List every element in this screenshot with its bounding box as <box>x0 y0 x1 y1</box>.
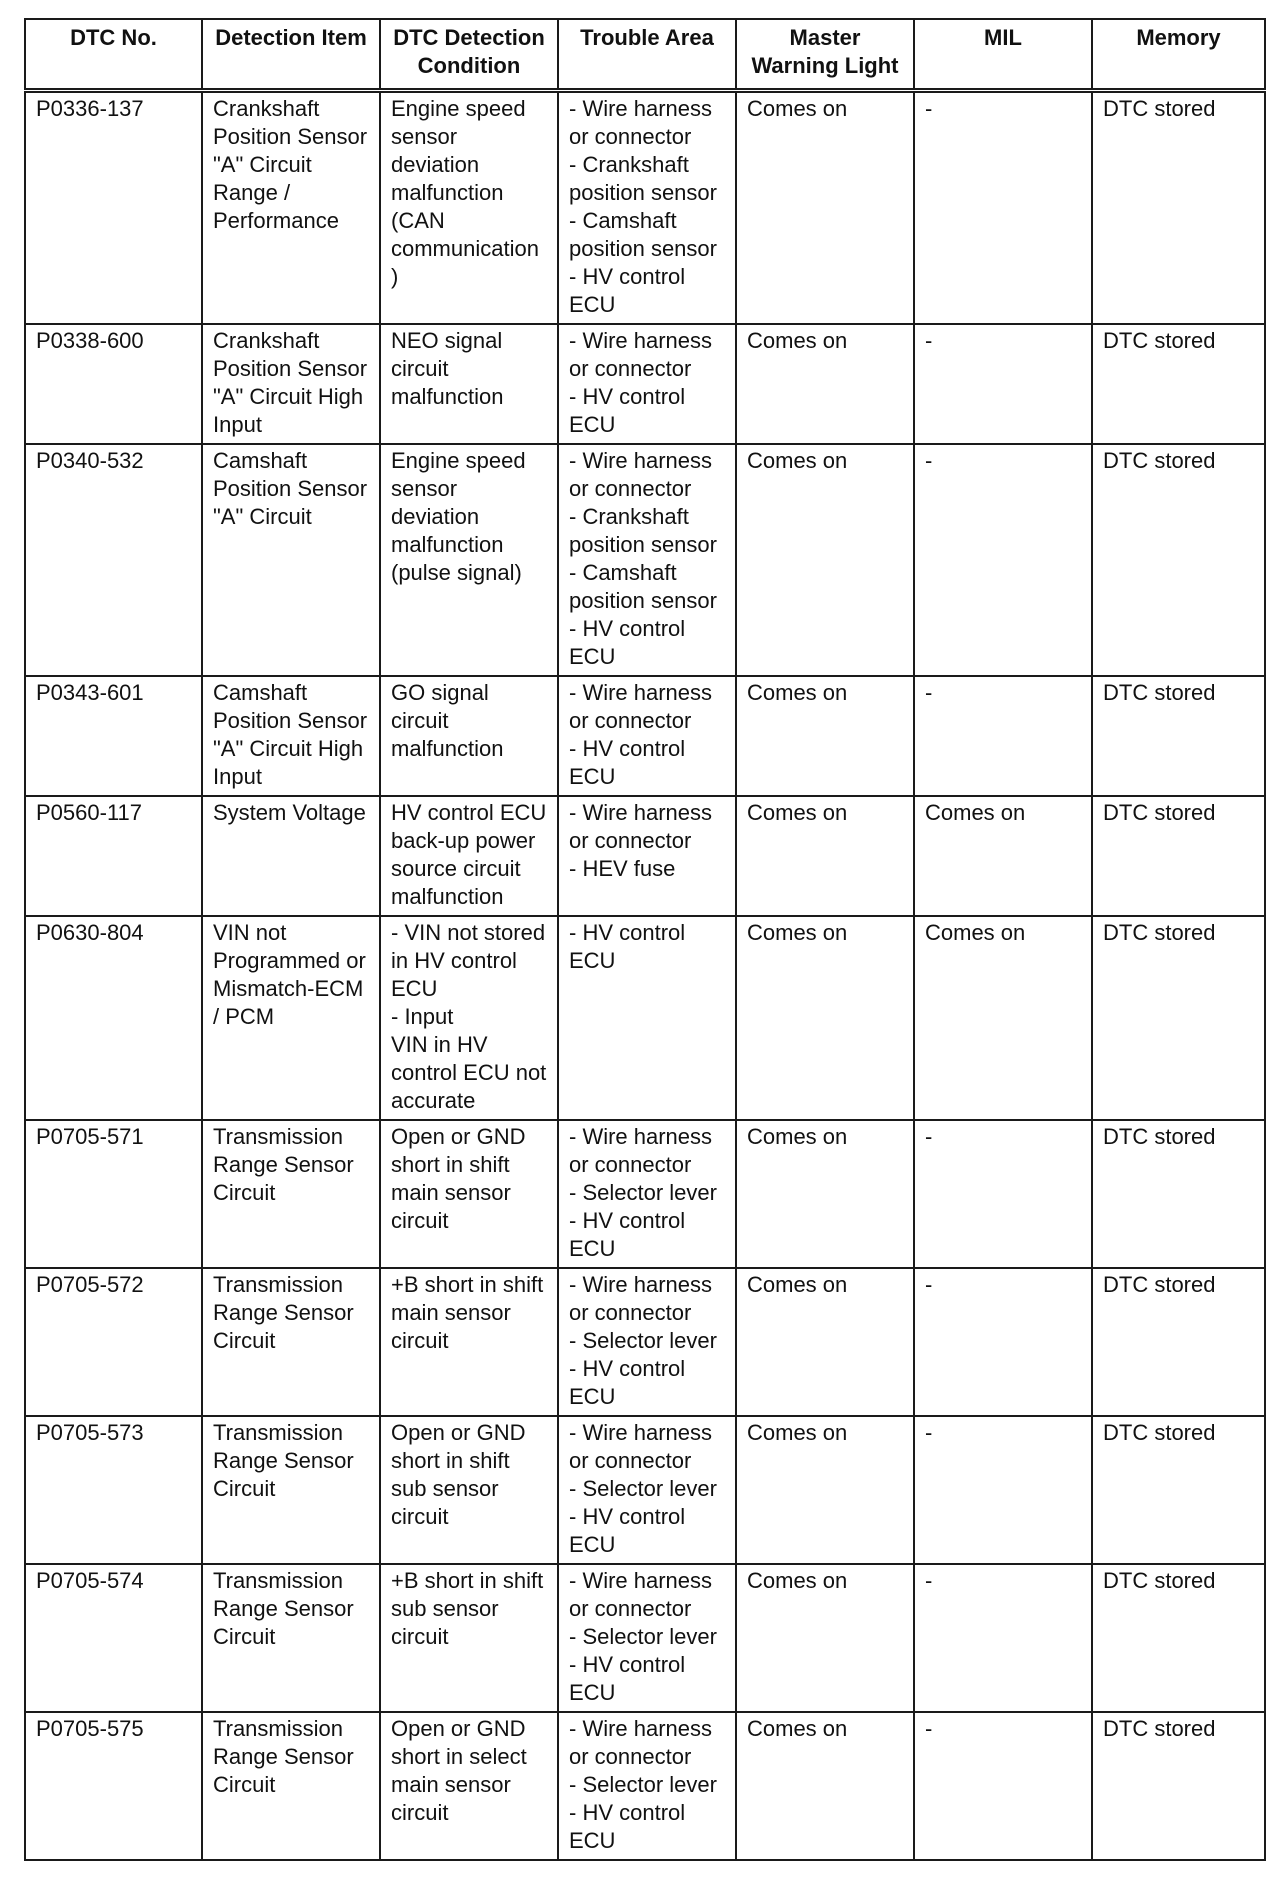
cell-text-line: Input <box>213 764 262 789</box>
cell-text-line: ECU <box>569 948 616 973</box>
cell-detection-condition <box>380 676 558 796</box>
cell-text-line: NEO signal <box>391 328 503 353</box>
header-master-warning-light <box>736 19 914 91</box>
cell-master-warning-light: Comes on <box>736 1712 914 1860</box>
cell-master-warning-light: Comes on <box>736 796 914 916</box>
cell-text-line: or connector <box>569 1448 692 1473</box>
cell-text-line: Open or GND <box>391 1716 526 1741</box>
table-body <box>25 91 1265 1861</box>
cell-text-line: position sensor <box>569 180 717 205</box>
cell-text-line: - HEV fuse <box>569 856 676 881</box>
cell-memory: DTC stored <box>1092 1712 1265 1860</box>
cell-text-line: Engine speed <box>391 448 526 473</box>
cell-dtc-no: P0705-575 <box>25 1712 202 1860</box>
cell-text-line: Circuit <box>213 1180 276 1205</box>
cell-mil: - <box>914 1712 1092 1860</box>
table-row <box>25 1120 1265 1268</box>
cell-dtc-no: P0338-600 <box>25 324 202 444</box>
cell-detection-condition <box>380 444 558 676</box>
cell-text-line: position sensor <box>569 588 717 613</box>
cell-text-line: main sensor <box>391 1180 511 1205</box>
header-text-line: Master <box>789 25 861 50</box>
header-memory <box>1092 19 1265 91</box>
cell-text-line: circuit <box>391 1328 449 1353</box>
cell-text-line: or connector <box>569 1152 692 1177</box>
cell-text-line: circuit <box>391 1624 449 1649</box>
cell-text-line: - HV control <box>569 264 686 289</box>
header-text-line: MIL <box>984 25 1022 50</box>
cell-detection-condition <box>380 1268 558 1416</box>
cell-mil: - <box>914 1564 1092 1712</box>
cell-dtc-no: P0560-117 <box>25 796 202 916</box>
cell-text-line: ECU <box>391 976 438 1001</box>
cell-dtc-no: P0340-532 <box>25 444 202 676</box>
cell-text-line: circuit <box>391 1800 449 1825</box>
cell-memory: DTC stored <box>1092 676 1265 796</box>
cell-text-line: sub sensor <box>391 1476 499 1501</box>
cell-text-line: - Wire harness <box>569 1420 713 1445</box>
cell-text-line: Programmed or <box>213 948 366 973</box>
cell-text-line: - HV control <box>569 1800 686 1825</box>
cell-text-line: accurate <box>391 1088 476 1113</box>
cell-text-line: Circuit <box>213 1476 276 1501</box>
cell-text-line: (CAN <box>391 208 445 233</box>
cell-detection-condition <box>380 1712 558 1860</box>
cell-text-line: sub sensor <box>391 1596 499 1621</box>
cell-text-line: Position Sensor <box>213 124 368 149</box>
cell-memory: DTC stored <box>1092 1416 1265 1564</box>
header-text-line: Trouble Area <box>580 25 714 50</box>
cell-text-line: Mismatch-ECM <box>213 976 364 1001</box>
cell-text-line: - Selector lever <box>569 1772 717 1797</box>
cell-trouble-area <box>558 1268 736 1416</box>
cell-text-line: circuit <box>391 1504 449 1529</box>
cell-master-warning-light: Comes on <box>736 324 914 444</box>
cell-mil: - <box>914 91 1092 325</box>
cell-detection-item <box>202 1268 380 1416</box>
cell-text-line: - HV control <box>569 616 686 641</box>
cell-text-line: Range Sensor <box>213 1596 354 1621</box>
cell-text-line: - Crankshaft <box>569 152 689 177</box>
cell-memory: DTC stored <box>1092 444 1265 676</box>
cell-text-line: ECU <box>569 1532 616 1557</box>
cell-text-line: source circuit <box>391 856 521 881</box>
cell-text-line: Circuit <box>213 1772 276 1797</box>
cell-text-line: - Wire harness <box>569 680 713 705</box>
cell-text-line: or connector <box>569 124 692 149</box>
cell-detection-condition <box>380 91 558 325</box>
cell-text-line: Camshaft <box>213 680 308 705</box>
cell-text-line: - HV control <box>569 736 686 761</box>
cell-text-line: Position Sensor <box>213 476 368 501</box>
cell-trouble-area <box>558 444 736 676</box>
cell-detection-condition <box>380 324 558 444</box>
cell-text-line: - HV control <box>569 1652 686 1677</box>
cell-text-line: Input <box>213 412 262 437</box>
header-detection-item <box>202 19 380 91</box>
cell-text-line: main sensor <box>391 1772 511 1797</box>
cell-text-line: malfunction <box>391 884 504 909</box>
cell-text-line: Range Sensor <box>213 1152 354 1177</box>
cell-text-line: "A" Circuit High <box>213 384 364 409</box>
cell-text-line: VIN not <box>213 920 287 945</box>
table-row <box>25 444 1265 676</box>
cell-text-line: ECU <box>569 412 616 437</box>
cell-text-line: Transmission <box>213 1716 343 1741</box>
cell-detection-item <box>202 1416 380 1564</box>
cell-mil: - <box>914 676 1092 796</box>
cell-text-line: - HV control <box>569 1356 686 1381</box>
cell-text-line: - Selector lever <box>569 1476 717 1501</box>
cell-text-line: - Crankshaft <box>569 504 689 529</box>
table-row <box>25 1712 1265 1860</box>
cell-text-line: malfunction <box>391 180 504 205</box>
cell-text-line: - Wire harness <box>569 1272 713 1297</box>
cell-text-line: "A" Circuit <box>213 504 312 529</box>
cell-detection-item <box>202 916 380 1120</box>
cell-text-line: ECU <box>569 1828 616 1853</box>
cell-text-line: ECU <box>569 1236 616 1261</box>
cell-text-line: - VIN not stored <box>391 920 546 945</box>
cell-text-line: "A" Circuit High <box>213 736 364 761</box>
cell-dtc-no: P0705-571 <box>25 1120 202 1268</box>
cell-text-line: circuit <box>391 1208 449 1233</box>
cell-text-line: Transmission <box>213 1568 343 1593</box>
cell-detection-item <box>202 1712 380 1860</box>
cell-detection-condition <box>380 796 558 916</box>
cell-text-line: or connector <box>569 1300 692 1325</box>
header-text-line: Warning Light <box>751 53 899 78</box>
cell-text-line: Position Sensor <box>213 708 368 733</box>
cell-text-line: or connector <box>569 356 692 381</box>
cell-dtc-no: P0705-574 <box>25 1564 202 1712</box>
header-detection-condition <box>380 19 558 91</box>
cell-master-warning-light: Comes on <box>736 1268 914 1416</box>
cell-text-line: short in shift <box>391 1152 510 1177</box>
cell-trouble-area <box>558 676 736 796</box>
cell-text-line: - Wire harness <box>569 1124 713 1149</box>
cell-mil: - <box>914 444 1092 676</box>
cell-trouble-area <box>558 796 736 916</box>
table-row <box>25 1268 1265 1416</box>
cell-text-line: - Camshaft <box>569 208 677 233</box>
cell-text-line: - HV control <box>569 1208 686 1233</box>
cell-mil: - <box>914 1120 1092 1268</box>
cell-text-line: Range Sensor <box>213 1300 354 1325</box>
cell-master-warning-light: Comes on <box>736 444 914 676</box>
cell-detection-item <box>202 324 380 444</box>
cell-text-line: circuit <box>391 708 449 733</box>
cell-dtc-no: P0705-573 <box>25 1416 202 1564</box>
cell-trouble-area <box>558 91 736 325</box>
cell-detection-condition <box>380 1120 558 1268</box>
cell-text-line: - Selector lever <box>569 1624 717 1649</box>
cell-detection-item <box>202 796 380 916</box>
cell-detection-condition <box>380 1564 558 1712</box>
cell-text-line: ECU <box>569 1384 616 1409</box>
table-row <box>25 1416 1265 1564</box>
cell-text-line: ECU <box>569 292 616 317</box>
cell-text-line: GO signal <box>391 680 489 705</box>
cell-text-line: sensor <box>391 476 458 501</box>
cell-text-line: (pulse signal) <box>391 560 522 585</box>
header-mil <box>914 19 1092 91</box>
cell-text-line: in HV control <box>391 948 517 973</box>
cell-dtc-no: P0630-804 <box>25 916 202 1120</box>
cell-master-warning-light: Comes on <box>736 1416 914 1564</box>
header-text-line: Condition <box>417 53 521 78</box>
cell-detection-item <box>202 676 380 796</box>
cell-text-line: - Selector lever <box>569 1328 717 1353</box>
cell-text-line: Transmission <box>213 1272 343 1297</box>
header-text-line: Memory <box>1136 25 1221 50</box>
cell-text-line: position sensor <box>569 236 717 261</box>
cell-text-line: Crankshaft <box>213 328 320 353</box>
cell-detection-item <box>202 1564 380 1712</box>
cell-text-line: deviation <box>391 152 480 177</box>
cell-master-warning-light: Comes on <box>736 91 914 325</box>
cell-trouble-area <box>558 916 736 1120</box>
cell-mil: Comes on <box>914 796 1092 916</box>
cell-text-line: sensor <box>391 124 458 149</box>
cell-text-line: System Voltage <box>213 800 366 825</box>
cell-text-line: +B short in shift <box>391 1568 544 1593</box>
cell-mil: - <box>914 1268 1092 1416</box>
cell-master-warning-light: Comes on <box>736 916 914 1120</box>
table-row <box>25 676 1265 796</box>
cell-text-line: - HV control <box>569 1504 686 1529</box>
cell-text-line: ECU <box>569 764 616 789</box>
cell-text-line: Position Sensor <box>213 356 368 381</box>
cell-text-line: back-up power <box>391 828 536 853</box>
table-row <box>25 1564 1265 1712</box>
cell-master-warning-light: Comes on <box>736 676 914 796</box>
cell-detection-item <box>202 91 380 325</box>
cell-memory: DTC stored <box>1092 796 1265 916</box>
cell-text-line: - Input <box>391 1004 454 1029</box>
cell-text-line: - HV control <box>569 920 686 945</box>
cell-trouble-area <box>558 1120 736 1268</box>
cell-text-line: malfunction <box>391 736 504 761</box>
cell-master-warning-light: Comes on <box>736 1120 914 1268</box>
header-trouble-area <box>558 19 736 91</box>
cell-text-line: or connector <box>569 828 692 853</box>
table-row <box>25 324 1265 444</box>
cell-text-line: / PCM <box>213 1004 275 1029</box>
cell-text-line: - Camshaft <box>569 560 677 585</box>
cell-text-line: control ECU not <box>391 1060 547 1085</box>
cell-text-line: malfunction <box>391 384 504 409</box>
cell-text-line: VIN in HV <box>391 1032 488 1057</box>
cell-memory: DTC stored <box>1092 1564 1265 1712</box>
cell-memory: DTC stored <box>1092 916 1265 1120</box>
cell-text-line: or connector <box>569 1744 692 1769</box>
cell-text-line: ECU <box>569 1680 616 1705</box>
cell-text-line: Transmission <box>213 1124 343 1149</box>
header-text-line: DTC No. <box>70 25 157 50</box>
cell-mil: Comes on <box>914 916 1092 1120</box>
cell-mil: - <box>914 1416 1092 1564</box>
cell-text-line: Open or GND <box>391 1420 526 1445</box>
cell-memory: DTC stored <box>1092 91 1265 325</box>
cell-text-line: - Wire harness <box>569 96 713 121</box>
cell-text-line: - Wire harness <box>569 448 713 473</box>
cell-text-line: Open or GND <box>391 1124 526 1149</box>
cell-text-line: Transmission <box>213 1420 343 1445</box>
cell-mil: - <box>914 324 1092 444</box>
cell-text-line: +B short in shift <box>391 1272 544 1297</box>
cell-detection-condition <box>380 1416 558 1564</box>
header-dtc-no <box>25 19 202 91</box>
cell-dtc-no: P0343-601 <box>25 676 202 796</box>
cell-text-line: Range / <box>213 180 291 205</box>
cell-master-warning-light: Comes on <box>736 1564 914 1712</box>
cell-text-line: - Wire harness <box>569 1568 713 1593</box>
cell-text-line: circuit <box>391 356 449 381</box>
cell-trouble-area <box>558 1712 736 1860</box>
cell-text-line: Circuit <box>213 1624 276 1649</box>
cell-text-line: - Wire harness <box>569 800 713 825</box>
cell-text-line: Performance <box>213 208 339 233</box>
cell-text-line: position sensor <box>569 532 717 557</box>
cell-memory: DTC stored <box>1092 1268 1265 1416</box>
dtc-table <box>24 18 1266 1861</box>
cell-dtc-no: P0705-572 <box>25 1268 202 1416</box>
cell-text-line: Engine speed <box>391 96 526 121</box>
cell-text-line: - HV control <box>569 384 686 409</box>
cell-text-line: HV control ECU <box>391 800 547 825</box>
cell-text-line: - Selector lever <box>569 1180 717 1205</box>
cell-text-line: "A" Circuit <box>213 152 312 177</box>
cell-trouble-area <box>558 1564 736 1712</box>
cell-text-line: - Wire harness <box>569 328 713 353</box>
cell-detection-item <box>202 1120 380 1268</box>
cell-text-line: Circuit <box>213 1328 276 1353</box>
cell-memory: DTC stored <box>1092 324 1265 444</box>
cell-text-line: communication <box>391 236 539 261</box>
cell-text-line: Camshaft <box>213 448 308 473</box>
cell-detection-item <box>202 444 380 676</box>
cell-text-line: ECU <box>569 644 616 669</box>
cell-detection-condition <box>380 916 558 1120</box>
table-row <box>25 91 1265 325</box>
cell-dtc-no: P0336-137 <box>25 91 202 325</box>
table-header-row <box>25 19 1265 91</box>
cell-text-line: or connector <box>569 708 692 733</box>
cell-text-line: or connector <box>569 476 692 501</box>
table-row <box>25 796 1265 916</box>
cell-text-line: short in shift <box>391 1448 510 1473</box>
cell-trouble-area <box>558 1416 736 1564</box>
cell-text-line: Range Sensor <box>213 1448 354 1473</box>
cell-text-line: short in select <box>391 1744 527 1769</box>
header-text-line: Detection Item <box>215 25 367 50</box>
cell-text-line: malfunction <box>391 532 504 557</box>
cell-text-line: Crankshaft <box>213 96 320 121</box>
cell-text-line: Range Sensor <box>213 1744 354 1769</box>
cell-memory: DTC stored <box>1092 1120 1265 1268</box>
cell-text-line: or connector <box>569 1596 692 1621</box>
cell-text-line: - Wire harness <box>569 1716 713 1741</box>
cell-trouble-area <box>558 324 736 444</box>
cell-text-line: ) <box>391 264 399 289</box>
cell-text-line: main sensor <box>391 1300 511 1325</box>
header-text-line: DTC Detection <box>393 25 545 50</box>
cell-text-line: deviation <box>391 504 480 529</box>
table-row <box>25 916 1265 1120</box>
